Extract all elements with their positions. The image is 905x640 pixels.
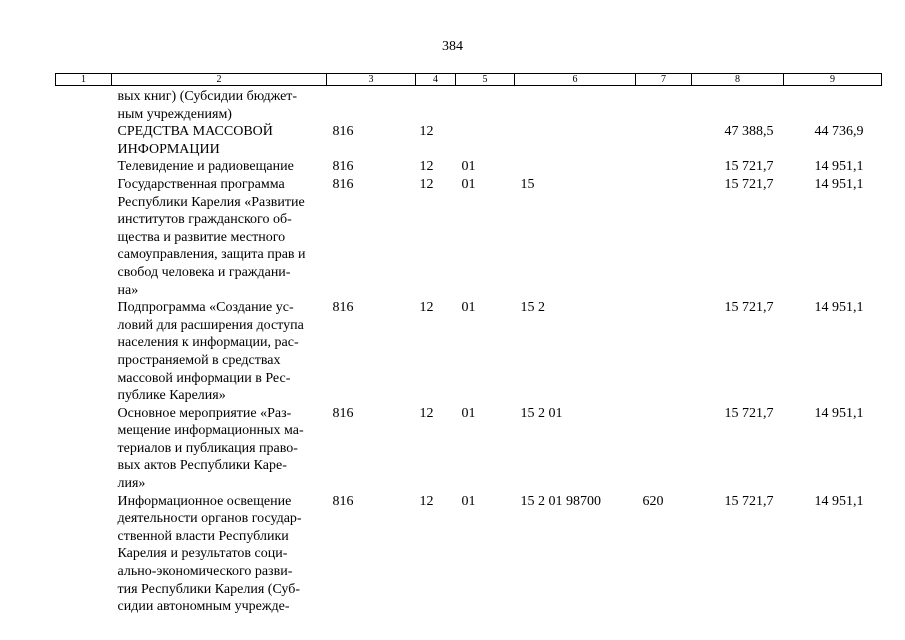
cell-c5 <box>456 86 515 124</box>
cell-c4: 12 <box>419 405 434 421</box>
column-header-6: 6 <box>515 74 636 86</box>
header-row <box>56 74 882 86</box>
cell-col-1 <box>56 86 112 124</box>
cell-c3: 816 <box>332 176 354 192</box>
name-line: ИНФОРМАЦИИ <box>117 141 220 157</box>
column-header-9: 9 <box>784 74 882 86</box>
name-line: Карелия и результатов соци- <box>117 546 288 562</box>
name-line: Информационное освещение <box>117 493 292 509</box>
cell-col-1 <box>56 299 112 405</box>
name-line: Телевидение и радиовещание <box>117 159 294 175</box>
page-number: 384 <box>442 39 463 54</box>
cell-c3 <box>327 86 416 124</box>
name-line: мещение информационных ма- <box>117 423 304 439</box>
name-line: деятельности органов государ- <box>117 511 302 527</box>
cell-col-1 <box>56 123 112 158</box>
table-body <box>56 86 882 616</box>
name-line: публике Карелия» <box>117 388 226 404</box>
cell-name <box>112 158 327 176</box>
cell-c8: 15 721,7 <box>724 300 774 316</box>
name-line: тия Республики Карелия (Суб- <box>117 581 301 597</box>
cell-c5: 01 <box>461 300 476 316</box>
name-line: самоуправления, защита прав и <box>117 247 306 263</box>
column-header-4: 4 <box>416 74 456 86</box>
name-line: массовой информации в Рес- <box>117 370 291 386</box>
column-header-2: 2 <box>112 74 327 86</box>
name-line: лия» <box>117 476 146 492</box>
cell-c4: 12 <box>419 124 434 140</box>
cell-col-1 <box>56 176 112 299</box>
name-line: щества и развитие местного <box>117 229 286 245</box>
cell-c4 <box>416 86 456 124</box>
cell-name <box>112 123 327 158</box>
name-line: Основное мероприятие «Раз- <box>117 405 292 421</box>
table-row <box>56 299 882 405</box>
column-header-7: 7 <box>636 74 692 86</box>
cell-col-1 <box>56 158 112 176</box>
name-line: Подпрограмма «Создание ус- <box>117 300 294 316</box>
cell-c3: 816 <box>332 124 354 140</box>
table-row <box>56 158 882 176</box>
cell-c5: 01 <box>461 493 476 509</box>
cell-c3: 816 <box>332 300 354 316</box>
cell-c9: 14 951,1 <box>814 405 864 421</box>
name-line: СРЕДСТВА МАССОВОЙ <box>117 124 273 140</box>
cell-c6 <box>515 123 636 158</box>
cell-c7 <box>636 86 692 124</box>
cell-c8: 47 388,5 <box>724 124 774 140</box>
table-row <box>56 405 882 493</box>
name-line: на» <box>117 282 139 298</box>
table-row <box>56 123 882 158</box>
cell-c4: 12 <box>419 159 434 175</box>
cell-name <box>112 299 327 405</box>
table-row <box>56 86 882 124</box>
name-line: териалов и публикация право- <box>117 440 298 456</box>
cell-c9 <box>784 86 882 124</box>
cell-c8: 15 721,7 <box>724 405 774 421</box>
column-header-1: 1 <box>56 74 112 86</box>
name-line: пространяемой в средствах <box>117 352 281 368</box>
cell-c3: 816 <box>332 405 354 421</box>
name-line: вых книг) (Субсидии бюджет- <box>117 89 298 104</box>
cell-c5: 01 <box>461 176 476 192</box>
cell-c7 <box>636 176 692 299</box>
name-line: ловий для расширения доступа <box>117 317 304 333</box>
cell-c4: 12 <box>419 300 434 316</box>
cell-c6: 15 <box>520 176 535 192</box>
table-row <box>56 493 882 616</box>
name-line: населения к информации, рас- <box>117 335 299 351</box>
cell-c9: 14 951,1 <box>814 493 864 509</box>
cell-c9: 14 951,1 <box>814 176 864 192</box>
cell-c6 <box>515 86 636 124</box>
column-header-3: 3 <box>327 74 416 86</box>
cell-c8: 15 721,7 <box>724 493 774 509</box>
cell-c9: 14 951,1 <box>814 300 864 316</box>
name-line: ным учреждениям) <box>117 106 232 122</box>
name-line: ально-экономического разви- <box>117 564 293 580</box>
table-row <box>56 176 882 299</box>
column-header-8: 8 <box>692 74 784 86</box>
cell-c8 <box>692 86 784 124</box>
cell-c7 <box>636 405 692 493</box>
column-header-5: 5 <box>456 74 515 86</box>
cell-c5: 01 <box>461 159 476 175</box>
cell-c9: 44 736,9 <box>814 124 864 140</box>
cell-col-1 <box>56 405 112 493</box>
cell-c8: 15 721,7 <box>724 176 774 192</box>
name-line: институтов гражданского об- <box>117 212 292 228</box>
cell-name <box>112 86 327 124</box>
cell-name <box>112 493 327 616</box>
cell-c5: 01 <box>461 405 476 421</box>
cell-c6: 15 2 <box>520 300 545 316</box>
cell-c4: 12 <box>419 176 434 192</box>
cell-c6 <box>515 158 636 176</box>
name-line: вых актов Республики Каре- <box>117 458 287 474</box>
name-line: ственной власти Республики <box>117 528 289 544</box>
cell-c5 <box>456 123 515 158</box>
cell-col-1 <box>56 493 112 616</box>
budget-table <box>55 73 882 616</box>
cell-c7 <box>636 299 692 405</box>
name-line: Государственная программа <box>117 176 285 192</box>
cell-c8: 15 721,7 <box>724 159 774 175</box>
cell-name <box>112 405 327 493</box>
name-line: свобод человека и граждани- <box>117 264 291 280</box>
cell-c6: 15 2 01 98700 <box>520 493 601 509</box>
cell-c9: 14 951,1 <box>814 159 864 175</box>
cell-c4: 12 <box>419 493 434 509</box>
cell-c3: 816 <box>332 493 354 509</box>
name-line: сидии автономным учрежде- <box>117 599 290 615</box>
cell-name <box>112 176 327 299</box>
cell-c7 <box>636 158 692 176</box>
cell-c6: 15 2 01 <box>520 405 563 421</box>
cell-c7: 620 <box>642 493 664 509</box>
cell-c7 <box>636 123 692 158</box>
cell-c3: 816 <box>332 159 354 175</box>
name-line: Республики Карелия «Развитие <box>117 194 305 210</box>
